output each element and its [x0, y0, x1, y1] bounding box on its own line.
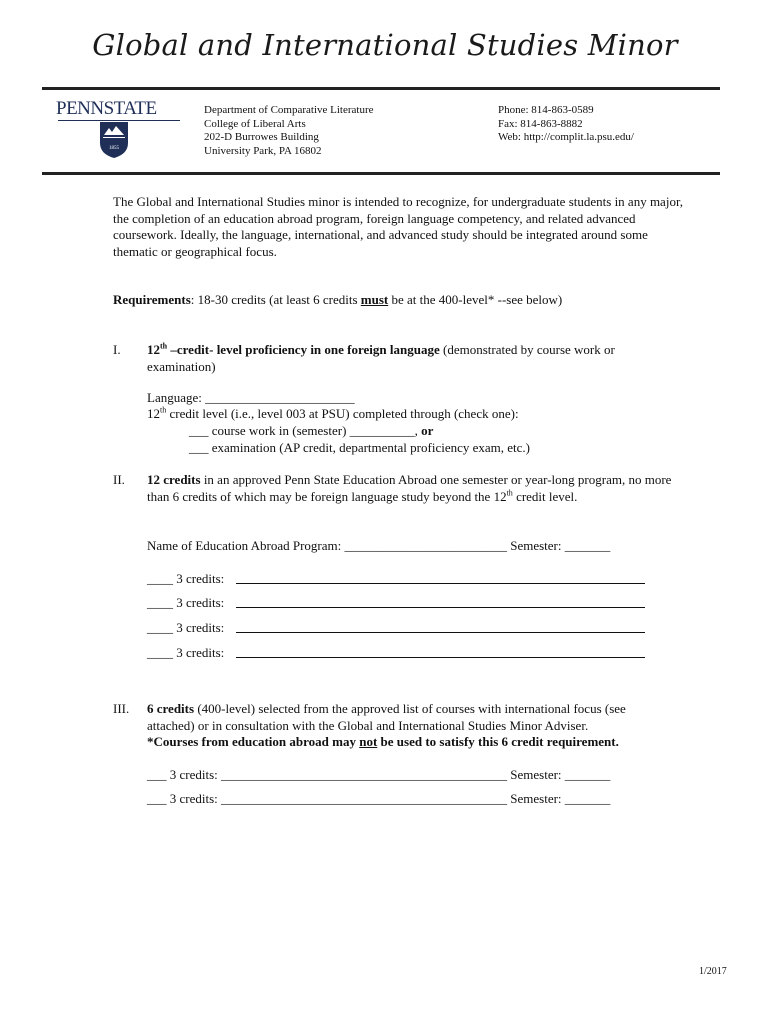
- dept-line: College of Liberal Arts: [204, 117, 306, 130]
- language-field[interactable]: Language: _______________________: [147, 390, 355, 405]
- elective-credit-field[interactable]: ___ 3 credits: ____________________________________________ Semester: _______: [147, 767, 611, 782]
- section-3-heading: 6 credits (400-level) selected from the approved list of courses with international focus (see attached) or in consultation with the Global and International Studies Minor Adviser. *Courses from education abroad may not be used to satisfy this 6 credit requirement.: [147, 701, 626, 749]
- header-top-rule: [42, 87, 720, 90]
- option-coursework[interactable]: ___ course work in (semester) __________, or: [189, 423, 434, 438]
- contact-info: [498, 104, 634, 145]
- credit-label: ____ 3 credits:: [147, 595, 225, 610]
- section-1-numeral: I.: [113, 342, 121, 357]
- elective-credit-field[interactable]: ___ 3 credits: ____________________________________________ Semester: _______: [147, 791, 611, 806]
- dept-line: 202-D Burrowes Building: [204, 131, 319, 143]
- requirements-line: Requirements: 18-30 credits (at least 6 credits must be at the 400-level* --see below): [113, 292, 563, 307]
- revision-date: 1/2017: [699, 966, 727, 977]
- credit-entry-line[interactable]: [236, 657, 645, 658]
- page-title: Global and International Studies Minor: [92, 28, 678, 62]
- credit-label: ____ 3 credits:: [147, 620, 225, 635]
- education-abroad-program-field[interactable]: Name of Education Abroad Program: _________________________ Semester: _______: [147, 538, 611, 553]
- dept-line: University Park, PA 16802: [204, 144, 322, 157]
- option-examination[interactable]: ___ examination (AP credit, departmental proficiency exam, etc.): [189, 440, 530, 455]
- contact-fax: Fax: 814-863-8882: [498, 117, 583, 130]
- credit-entry-line[interactable]: [236, 607, 645, 608]
- dept-line: Department of Comparative Literature: [204, 104, 374, 116]
- header-bottom-rule: [42, 172, 720, 175]
- credit-level-line: 12th credit level (i.e., level 003 at PSU) completed through (check one):: [147, 405, 519, 421]
- section-2-numeral: II.: [113, 472, 125, 487]
- pennstate-wordmark: PENNSTATE: [56, 98, 157, 119]
- contact-web: Web: http://complit.la.psu.edu/: [498, 131, 634, 143]
- credit-entry-line[interactable]: [236, 583, 645, 584]
- pennstate-shield-icon: [99, 121, 129, 159]
- department-address: [204, 104, 374, 158]
- section-1-heading: 12th –credit- level proficiency in one foreign language (demonstrated by course work or examination): [147, 341, 615, 374]
- credit-label: ____ 3 credits:: [147, 645, 225, 660]
- section-3-numeral: III.: [113, 701, 130, 716]
- contact-phone: Phone: 814-863-0589: [498, 104, 594, 116]
- shield-year: 1855: [109, 146, 119, 151]
- section-2-heading: 12 credits in an approved Penn State Education Abroad one semester or year-long program, no more than 6 credits of which may be foreign language study beyond the 12th credit level.: [147, 472, 672, 504]
- credit-label: ____ 3 credits:: [147, 571, 225, 586]
- intro-paragraph: The Global and International Studies minor is intended to recognize, for undergraduate students in any major, the completion of an education abroad program, foreign language competency, and related advanced coursework. Ideally, the language, international, and advanced study should be integrated around some thematic or geographical focus.: [113, 194, 684, 259]
- credit-entry-line[interactable]: [236, 632, 645, 633]
